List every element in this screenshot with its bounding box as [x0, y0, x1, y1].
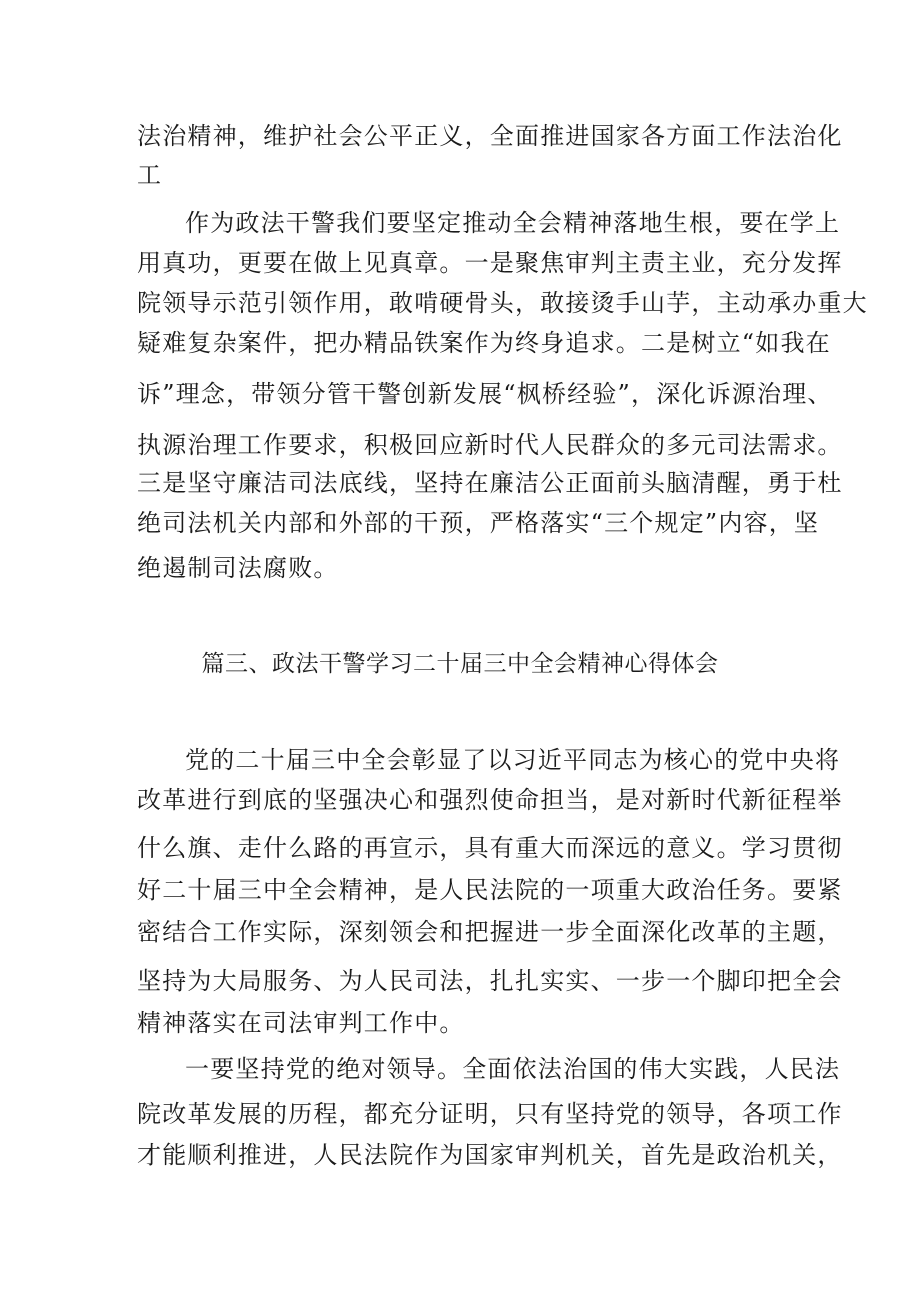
paragraph-line: 法治精神，维护社会公平正义，全面推进国家各方面工作法治化 [137, 122, 843, 150]
paragraph-line: 党的二十届三中全会彰显了以习近平同志为核心的党中央将 [185, 746, 841, 774]
paragraph-line: 绝遏制司法腐败。 [137, 554, 339, 582]
paragraph-line: 作为政法干警我们要坚定推动全会精神落地生根，要在学上 [185, 209, 841, 237]
paragraph-line: 一要坚持党的绝对领导。全面依法治国的伟大实践，人民法 [185, 1055, 841, 1083]
paragraph-line: 院改革发展的历程，都充分证明，只有坚持党的领导，各项工作 [137, 1100, 843, 1128]
paragraph-line: 什么旗、走什么路的再宣示，具有重大而深远的意义。学习贯彻 [137, 834, 843, 862]
paragraph-line: 疑难复杂案件，把办精品铁案作为终身追求。二是树立“如我在 [137, 329, 831, 357]
paragraph-line: 绝司法机关内部和外部的干预，严格落实“三个规定”内容，坚 [137, 509, 820, 537]
section-heading: 篇三、政法干警学习二十届三中全会精神心得体会 [201, 651, 719, 677]
paragraph-line: 精神落实在司法审判工作中。 [137, 1009, 465, 1037]
paragraph-line: 用真功，更要在做上见真章。一是聚焦审判主责主业，充分发挥 [137, 249, 843, 277]
paragraph-line: 改革进行到底的坚强决心和强烈使命担当，是对新时代新征程举 [137, 786, 843, 814]
paragraph-line: 院领导示范引领作用，敢啃硬骨头，敢接烫手山芋，主动承办重大 [137, 289, 868, 317]
paragraph-line: 三是坚守廉洁司法底线，坚持在廉洁公正面前头脑清醒，勇于杜 [137, 469, 843, 497]
paragraph-line: 执源治理工作要求，积极回应新时代人民群众的多元司法需求。 [137, 431, 843, 459]
paragraph-line: 好二十届三中全会精神，是人民法院的一项重大政治任务。要紧 [137, 876, 843, 904]
paragraph-line: 才能顺利推进，人民法院作为国家审判机关，首先是政治机关， [137, 1141, 843, 1169]
paragraph-line: 诉”理念，带领分管干警创新发展“枫桥经验”，深化诉源治理、 [137, 380, 833, 408]
paragraph-line: 密结合工作实际，深刻领会和把握进一步全面深化改革的主题， [137, 918, 843, 946]
paragraph-line: 工 [137, 161, 163, 189]
paragraph-line: 坚持为大局服务、为人民司法，扎扎实实、一步一个脚印把全会 [137, 967, 843, 995]
